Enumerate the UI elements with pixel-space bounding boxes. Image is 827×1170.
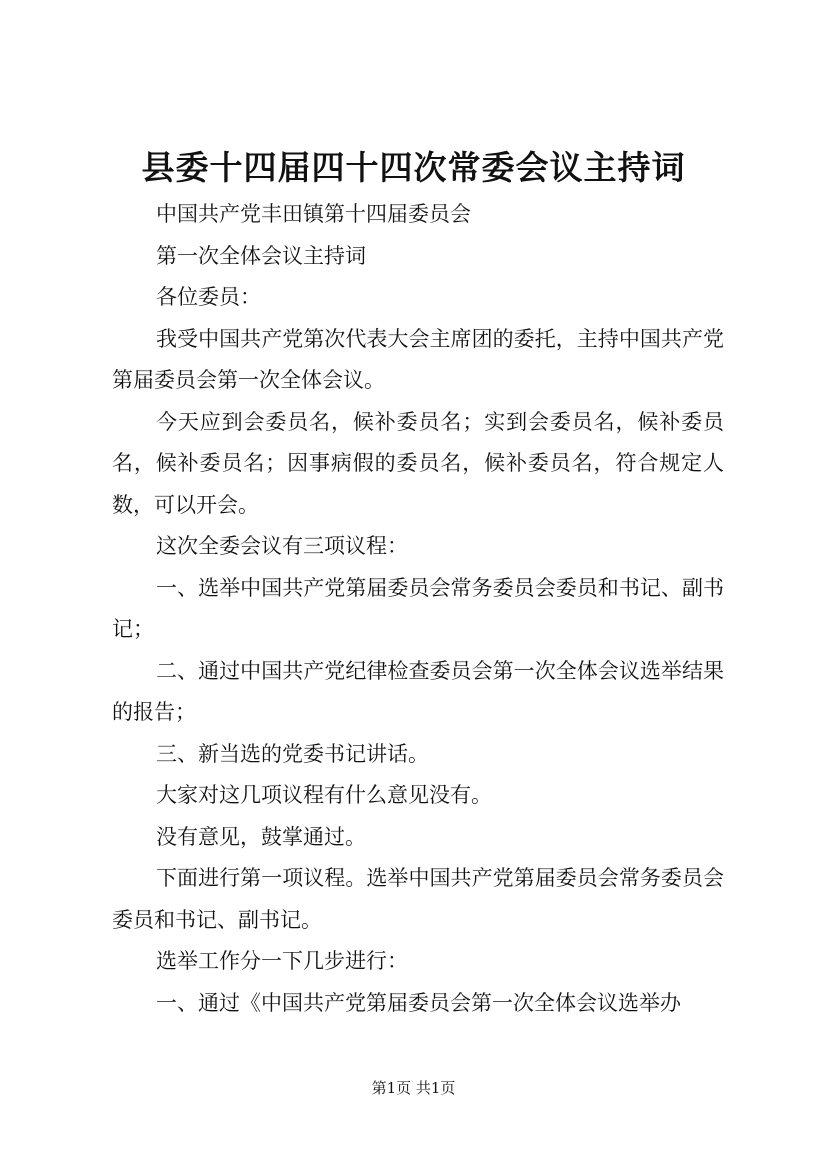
paragraph: 一、选举中国共产党第届委员会常务委员会委员和书记、副书记； [112,575,724,641]
paragraph: 这次全委会议有三项议程： [156,534,408,558]
paragraph: 大家对这几项议程有什么意见没有。 [156,783,492,807]
page-number-footer: 第1页 共1页 [371,1079,456,1097]
paragraph: 三、新当选的党委书记讲话。 [156,741,429,766]
paragraph: 各位委员： [156,285,261,309]
paragraph: 选举工作分一下几步进行： [156,949,408,973]
paragraph: 第一次全体会议主持词 [156,243,366,268]
document-title: 县委十四届四十四次常委会议主持词 [141,148,686,187]
paragraph: 一、通过《中国共产党第届委员会第一次全体会议选举办 [156,990,681,1015]
paragraph: 中国共产党丰田镇第十四届委员会 [156,202,471,226]
paragraph: 今天应到会委员名，候补委员名；实到会委员名，候补委员名，候补委员名；因事病假的委员名，候补委员名，符合规定人数，可以开会。 [112,409,724,517]
paragraph: 二、通过中国共产党纪律检查委员会第一次全体会议选举结果的报告； [112,658,724,724]
paragraph: 我受中国共产党第次代表大会主席团的委托，主持中国共产党第届委员会第一次全体会议。 [112,326,724,392]
paragraph: 没有意见，鼓掌通过。 [156,824,366,849]
document-body [112,194,724,1024]
paragraph: 下面进行第一项议程。选举中国共产党第届委员会常务委员会委员和书记、副书记。 [112,866,724,932]
